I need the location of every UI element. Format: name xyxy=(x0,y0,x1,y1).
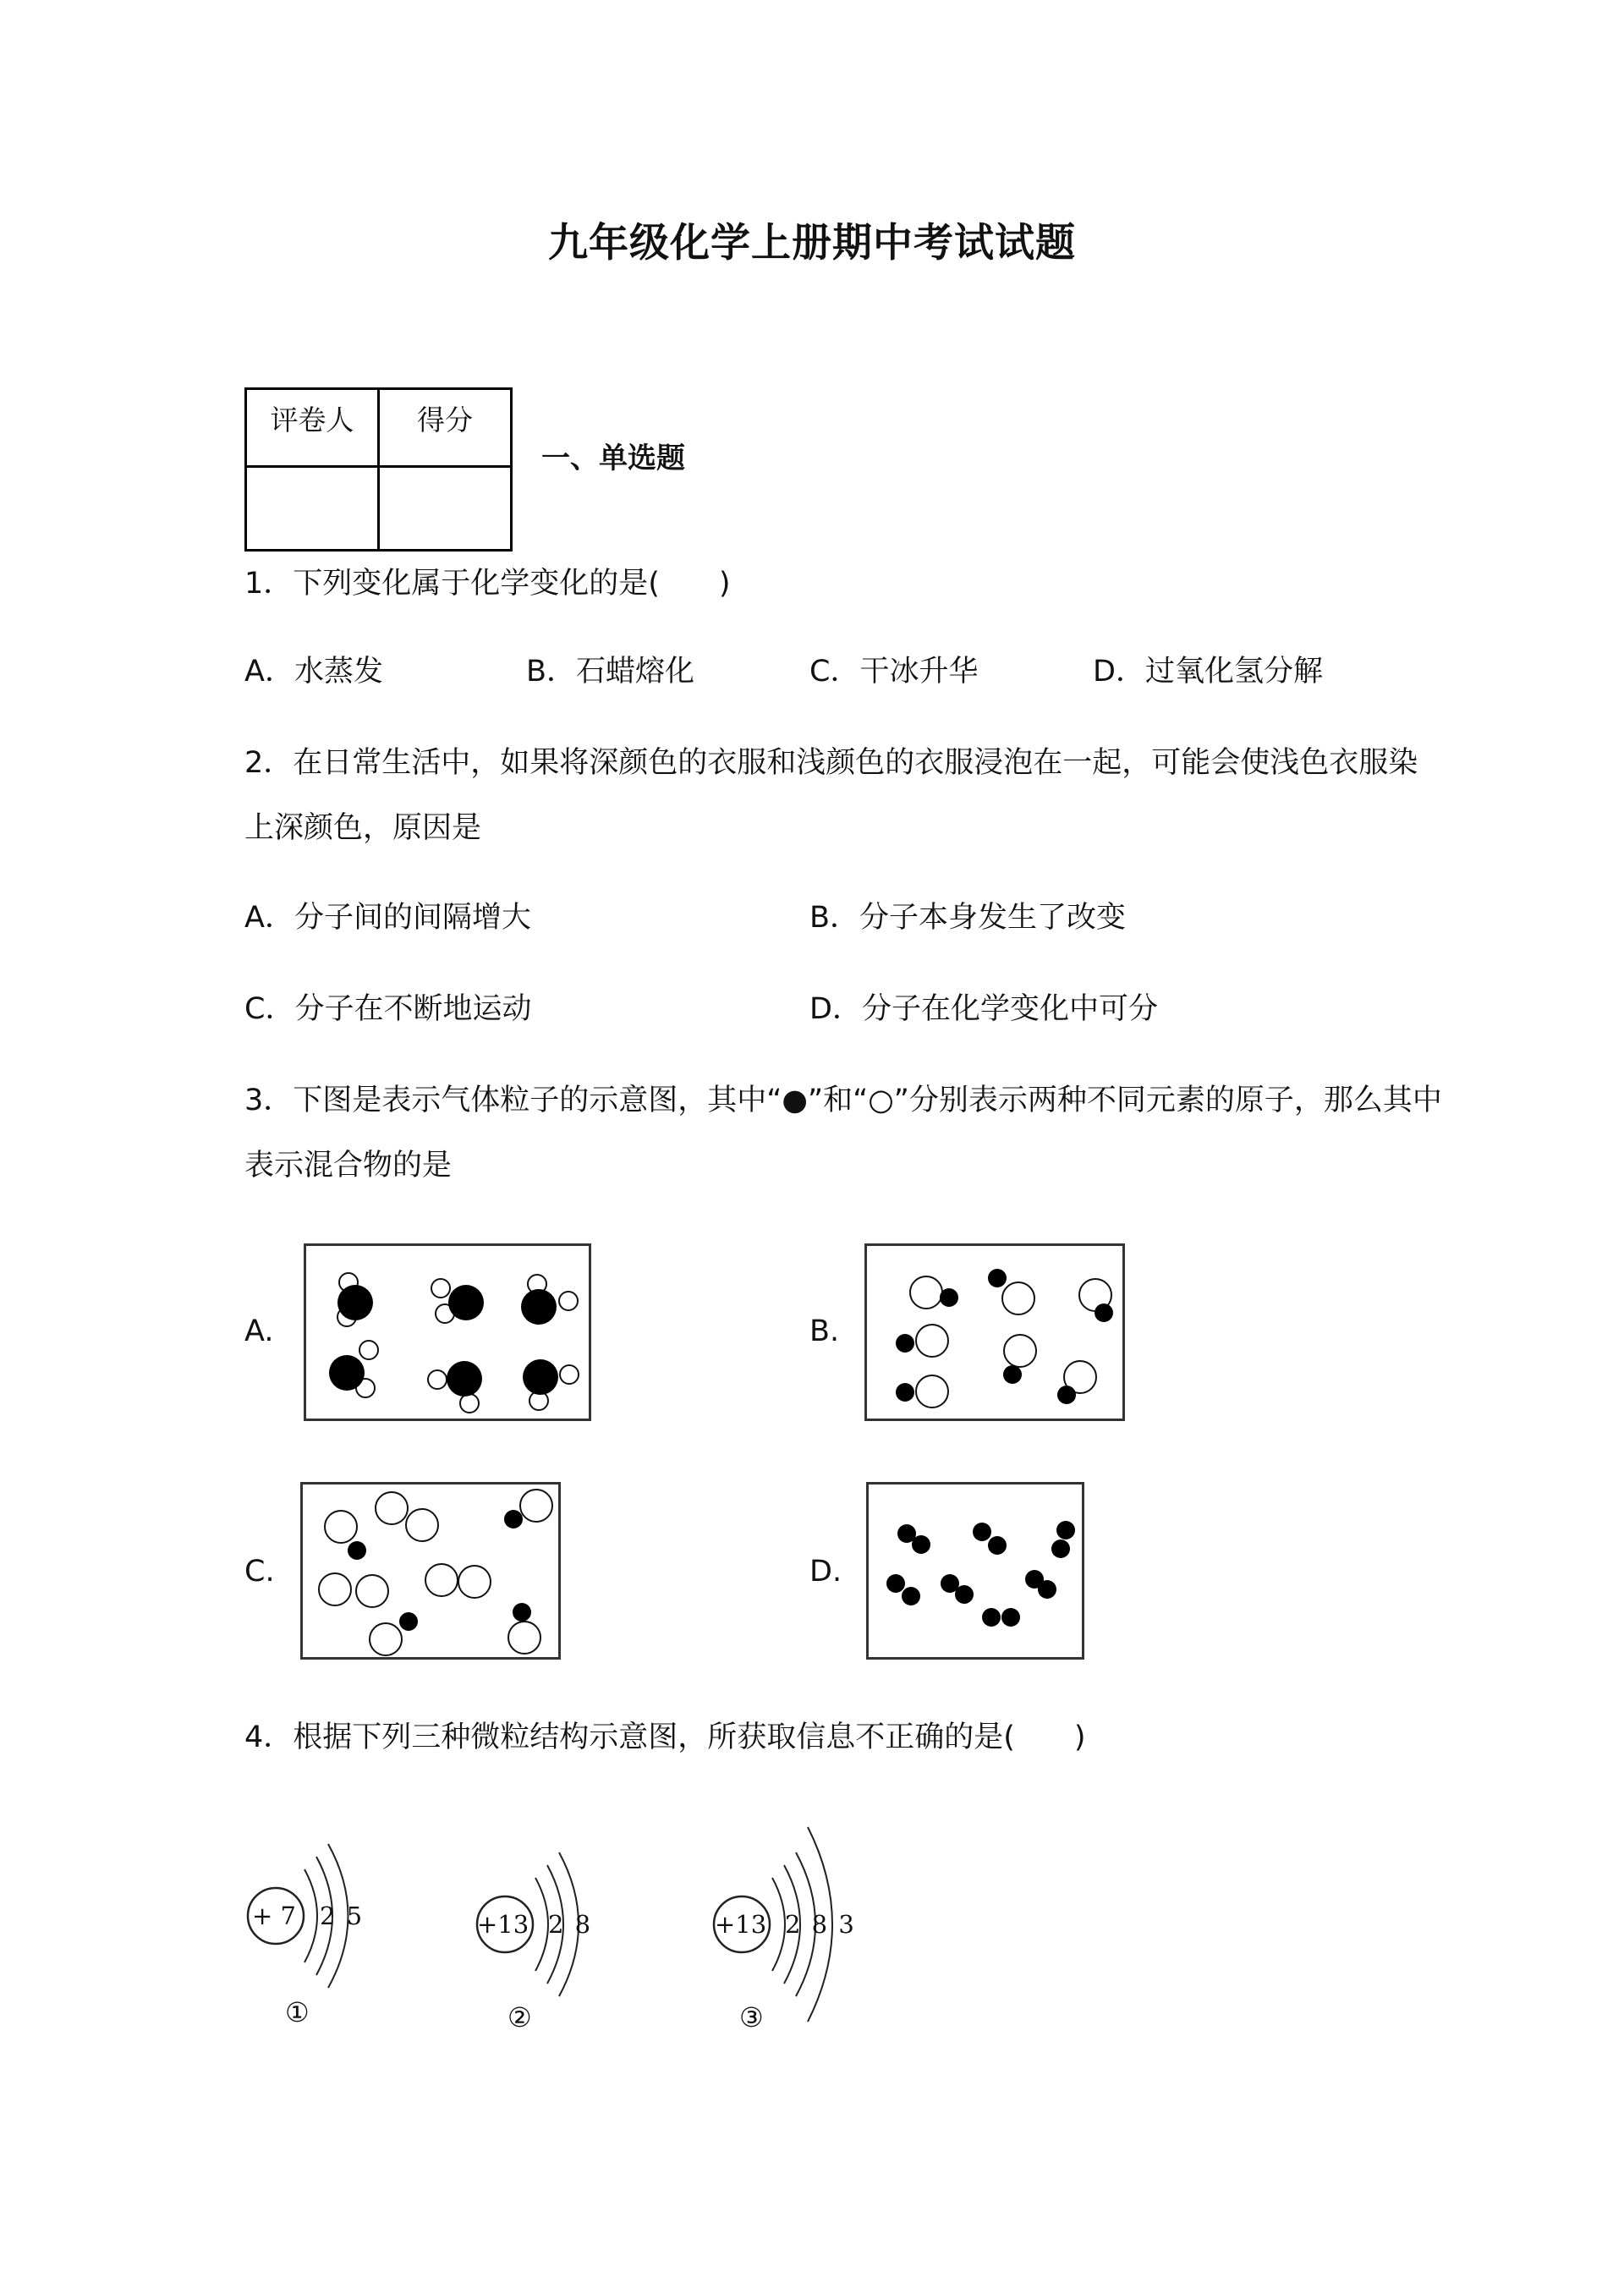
atom-2-label: ② xyxy=(508,2001,532,2033)
atom-3-nucleus: +13 xyxy=(715,1910,767,1939)
score-table-grader-header: 评卷人 xyxy=(246,389,379,467)
question-3-option-d-label: D. xyxy=(809,1555,842,1589)
question-3-option-a-label: A. xyxy=(244,1314,274,1348)
particle-diagram-a xyxy=(304,1243,591,1421)
score-table-score-cell xyxy=(379,467,512,551)
particle-diagram-d xyxy=(866,1482,1084,1660)
atom-2-nucleus: +13 xyxy=(477,1910,529,1939)
question-3-option-c-label: C. xyxy=(244,1555,275,1589)
question-2-stem-line1: 2．在日常生活中，如果将深颜色的衣服和浅颜色的衣服浸泡在一起，可能会使浅色衣服染 xyxy=(244,746,1418,780)
question-2-option-d: D．分子在化学变化中可分 xyxy=(809,992,1158,1026)
question-2-option-b: B．分子本身发生了改变 xyxy=(809,901,1127,935)
question-2-option-a: A．分子间的间隔增大 xyxy=(244,901,531,935)
atom-2-electrons: 2 8 xyxy=(548,1910,591,1939)
score-table-grader-cell xyxy=(246,467,379,551)
question-2-stem-line2: 上深颜色，原因是 xyxy=(244,811,482,845)
question-2-option-c: C．分子在不断地运动 xyxy=(244,992,532,1026)
question-4-stem: 4．根据下列三种微粒结构示意图，所获取信息不正确的是( ) xyxy=(244,1720,1086,1754)
question-1-option-b: B．石蜡熔化 xyxy=(526,655,695,689)
atom-3-electrons: 2 8 3 xyxy=(785,1910,854,1939)
question-1-option-d: D．过氧化氢分解 xyxy=(1093,655,1323,689)
question-1-option-a: A．水蒸发 xyxy=(244,655,383,689)
atom-1-label: ① xyxy=(285,1996,310,2028)
section-heading-single-choice: 一、单选题 xyxy=(541,442,685,475)
atom-1-electrons: 2 5 xyxy=(320,1902,363,1930)
atom-3-label: ③ xyxy=(739,2001,764,2033)
question-3-option-b-label: B. xyxy=(809,1314,840,1348)
question-3-stem-line2: 表示混合物的是 xyxy=(244,1149,453,1183)
atom-1-nucleus: + 7 xyxy=(252,1902,296,1930)
score-table-score-header: 得分 xyxy=(379,389,512,467)
page-title: 九年级化学上册期中考试试题 xyxy=(548,220,1076,266)
question-3-stem-line1: 3．下图是表示气体粒子的示意图，其中“●”和“○”分别表示两种不同元素的原子，那么其中 xyxy=(244,1084,1442,1117)
score-table xyxy=(244,387,513,552)
question-1-stem: 1．下列变化属于化学变化的是( ) xyxy=(244,567,731,601)
question-1-option-c: C．干冰升华 xyxy=(809,655,979,689)
particle-diagram-c xyxy=(300,1482,561,1660)
particle-diagram-b xyxy=(864,1243,1125,1421)
